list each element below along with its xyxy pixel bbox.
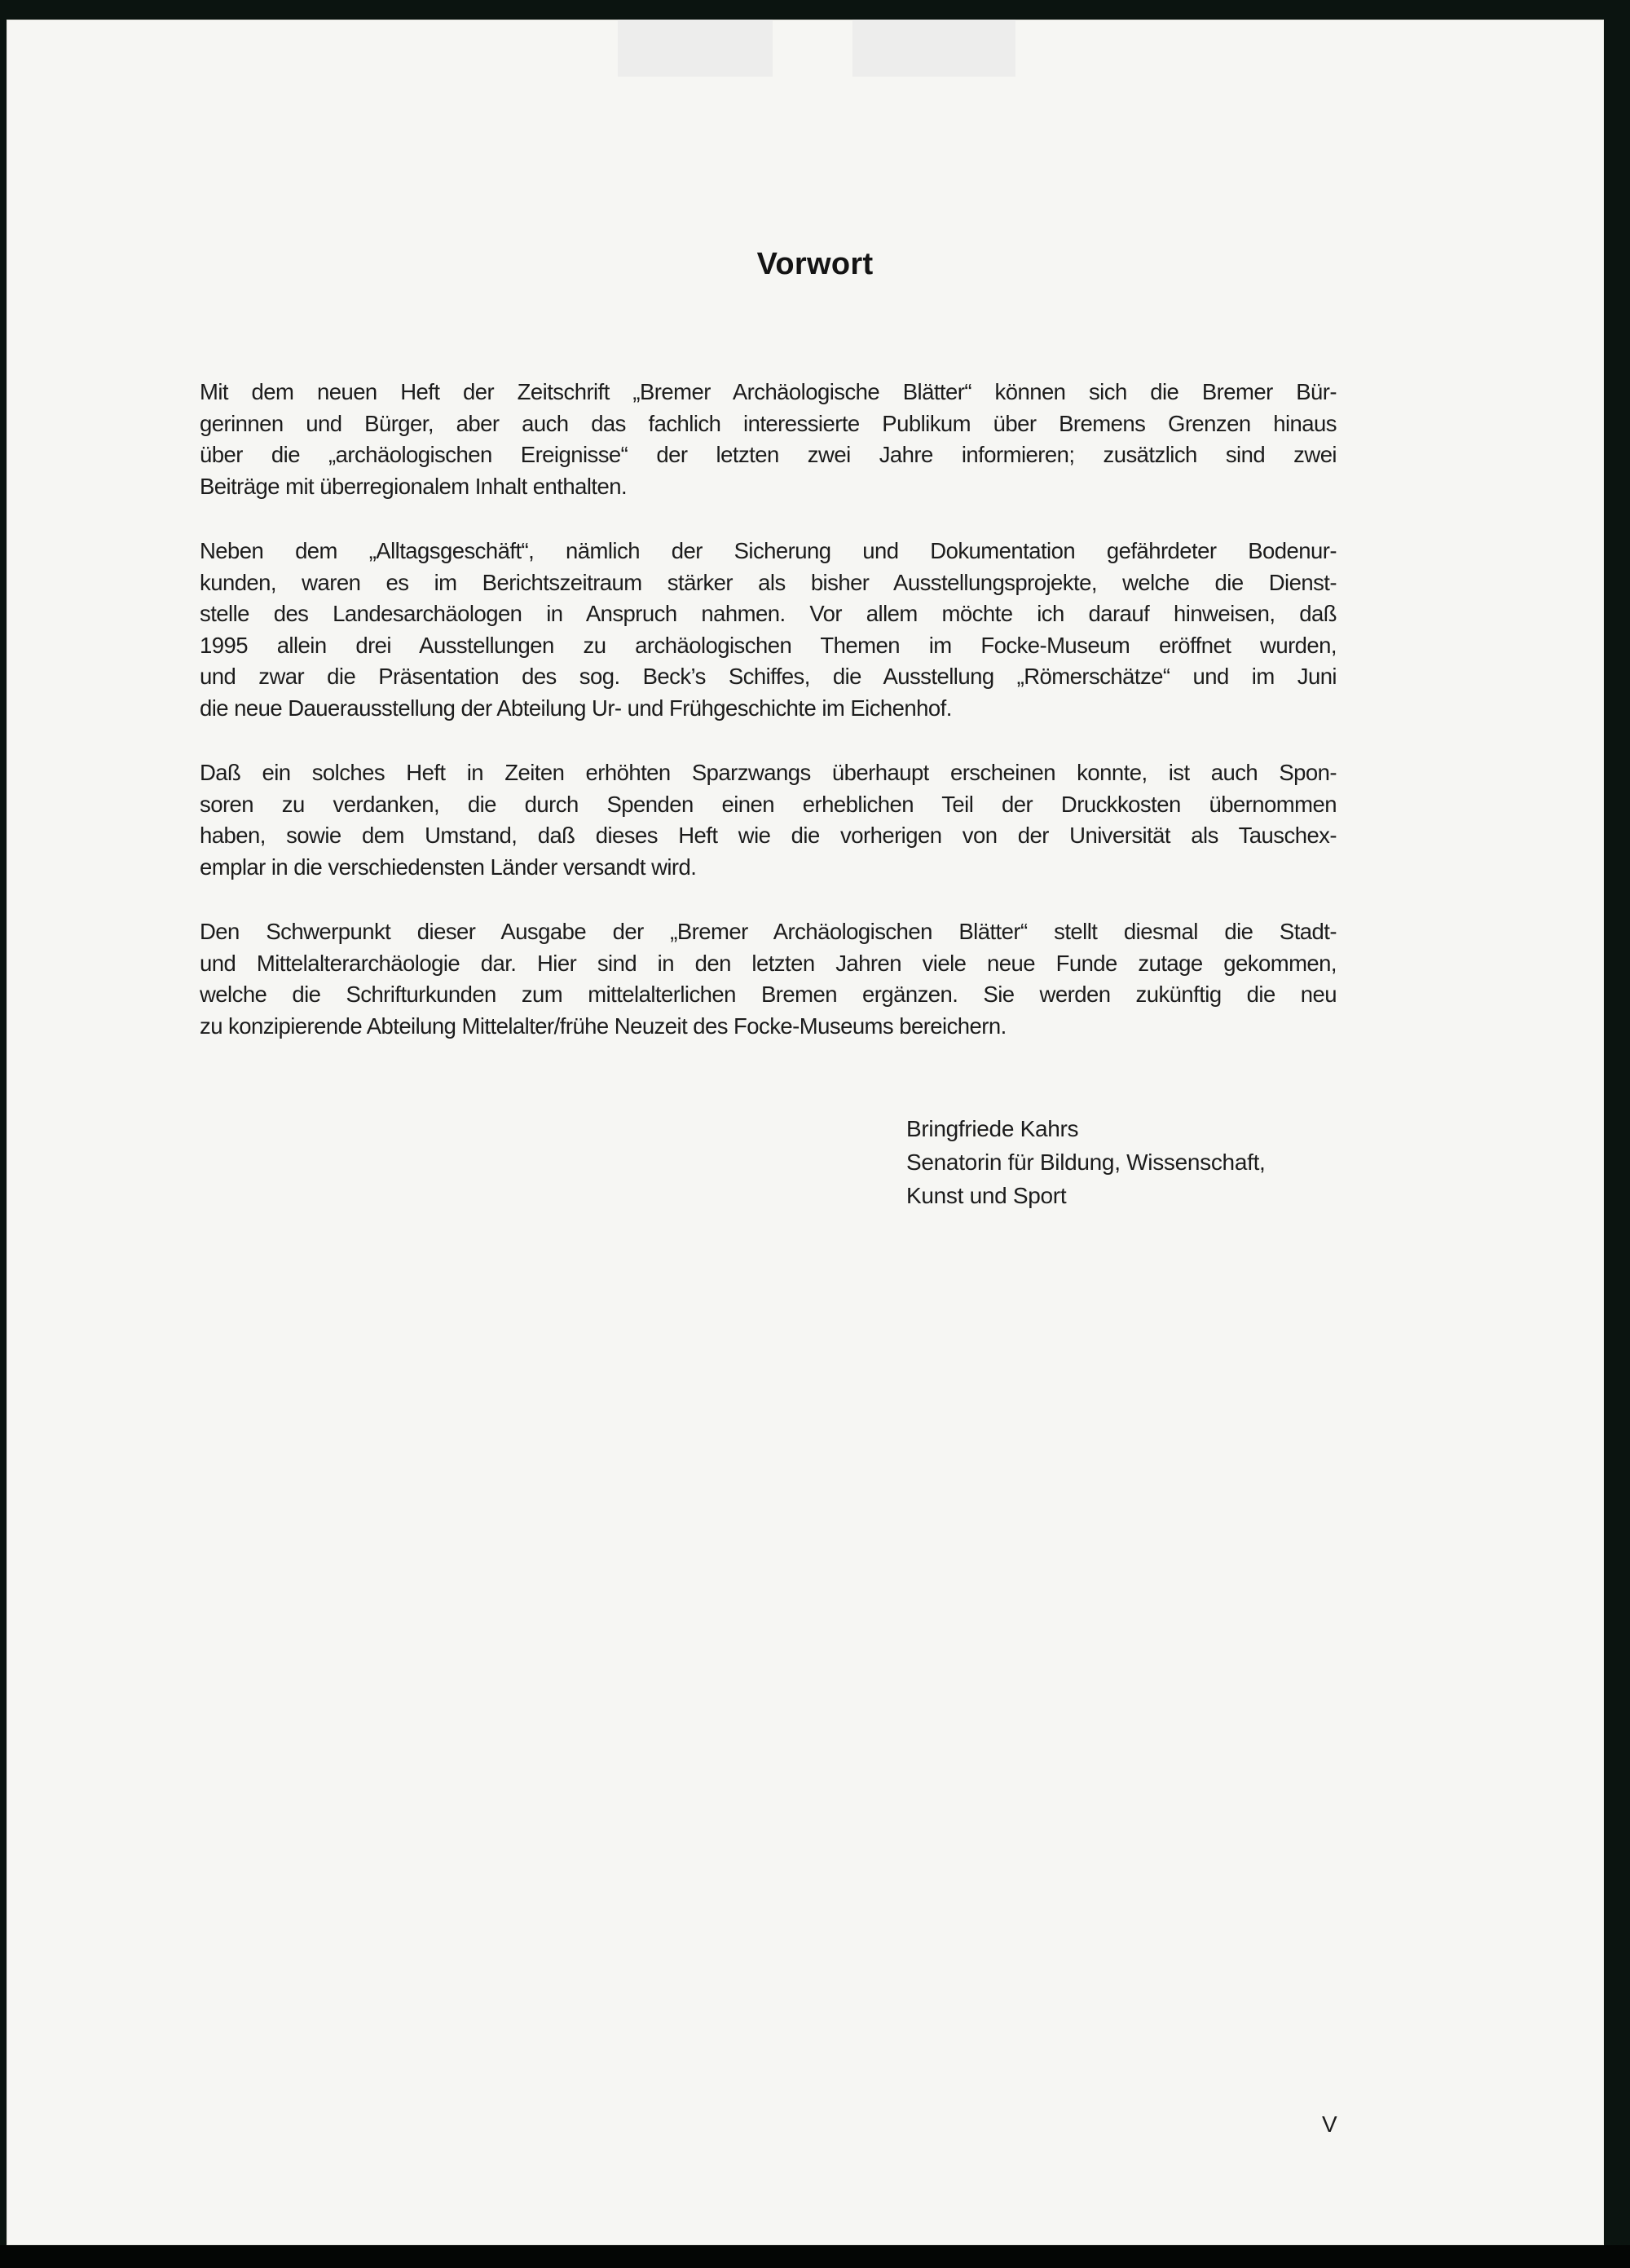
paragraph-4: [200, 916, 1337, 1042]
text-line: zu konzipierende Abteilung Mittelalter/frühe Neuzeit des Focke-Museums bereichern.: [200, 1013, 1007, 1039]
page-number: V: [1322, 2111, 1337, 2137]
text-line: gerinnen und Bürger, aber auch das fachlich interessierte Publikum über Bremens Grenzen hinaus: [200, 410, 1337, 436]
text-line: haben, sowie dem Umstand, daß dieses Heft wie die vorherigen von der Universität als Tauschex-: [200, 823, 1337, 848]
signature-block: [906, 1112, 1266, 1212]
text-line: und zwar die Präsentation des sog. Beck’s Schiffes, die Ausstellung „Römerschätze“ und im Juni: [200, 664, 1337, 689]
paragraph-2: [200, 536, 1337, 724]
signatory-role: Senatorin für Bildung, Wissenschaft,: [906, 1149, 1266, 1175]
text-line: Neben dem „Alltagsgeschäft“, nämlich der Sicherung und Dokumentation gefährdeter Bodenur-: [200, 538, 1337, 563]
text-line: kunden, waren es im Berichtszeitraum stärker als bisher Ausstellungsprojekte, welche die Dienst-: [200, 569, 1337, 595]
document-page: [7, 20, 1604, 2245]
foreword-body: [200, 377, 1337, 1075]
signatory-role-continued: Kunst und Sport: [906, 1183, 1067, 1208]
text-line: die neue Dauerausstellung der Abteilung Ur- und Frühgeschichte im Eichenhof.: [200, 695, 952, 721]
scan-border: [0, 2245, 1630, 2268]
text-line: Den Schwerpunkt dieser Ausgabe der „Bremer Archäologischen Blätter“ stellt diesmal die Stadt-: [200, 919, 1337, 944]
text-line: welche die Schrifturkunden zum mittelalterlichen Bremen ergänzen. Sie werden zukünftig die neu: [200, 982, 1337, 1007]
text-line: soren zu verdanken, die durch Spenden einen erheblichen Teil der Druckkosten übernommen: [200, 791, 1337, 817]
text-line: Beiträge mit überregionalem Inhalt enthalten.: [200, 473, 628, 499]
text-line: 1995 allein drei Ausstellungen zu archäologischen Themen im Focke-Museum eröffnet wurden,: [200, 632, 1337, 658]
text-line: Mit dem neuen Heft der Zeitschrift „Bremer Archäologische Blätter“ können sich die Bremer Bür-: [200, 379, 1337, 404]
scan-artifact: [618, 20, 773, 77]
paragraph-3: [200, 757, 1337, 883]
text-line: emplar in die verschiedensten Länder versandt wird.: [200, 854, 697, 880]
page-title: Vorwort: [756, 247, 874, 282]
text-line: Daß ein solches Heft in Zeiten erhöhten Sparzwangs überhaupt erscheinen konnte, ist auch Spon-: [200, 760, 1337, 785]
paragraph-1: [200, 377, 1337, 502]
signatory-name: Bringfriede Kahrs: [906, 1116, 1079, 1141]
text-line: über die „archäologischen Ereignisse“ der letzten zwei Jahre informieren; zusätzlich sind zwei: [200, 442, 1337, 467]
text-line: und Mittelalterarchäologie dar. Hier sind in den letzten Jahren viele neue Funde zutage gekommen,: [200, 950, 1337, 976]
scan-artifact: [852, 20, 1015, 77]
text-line: stelle des Landesarchäologen in Anspruch nahmen. Vor allem möchte ich darauf hinweisen, daß: [200, 601, 1337, 626]
